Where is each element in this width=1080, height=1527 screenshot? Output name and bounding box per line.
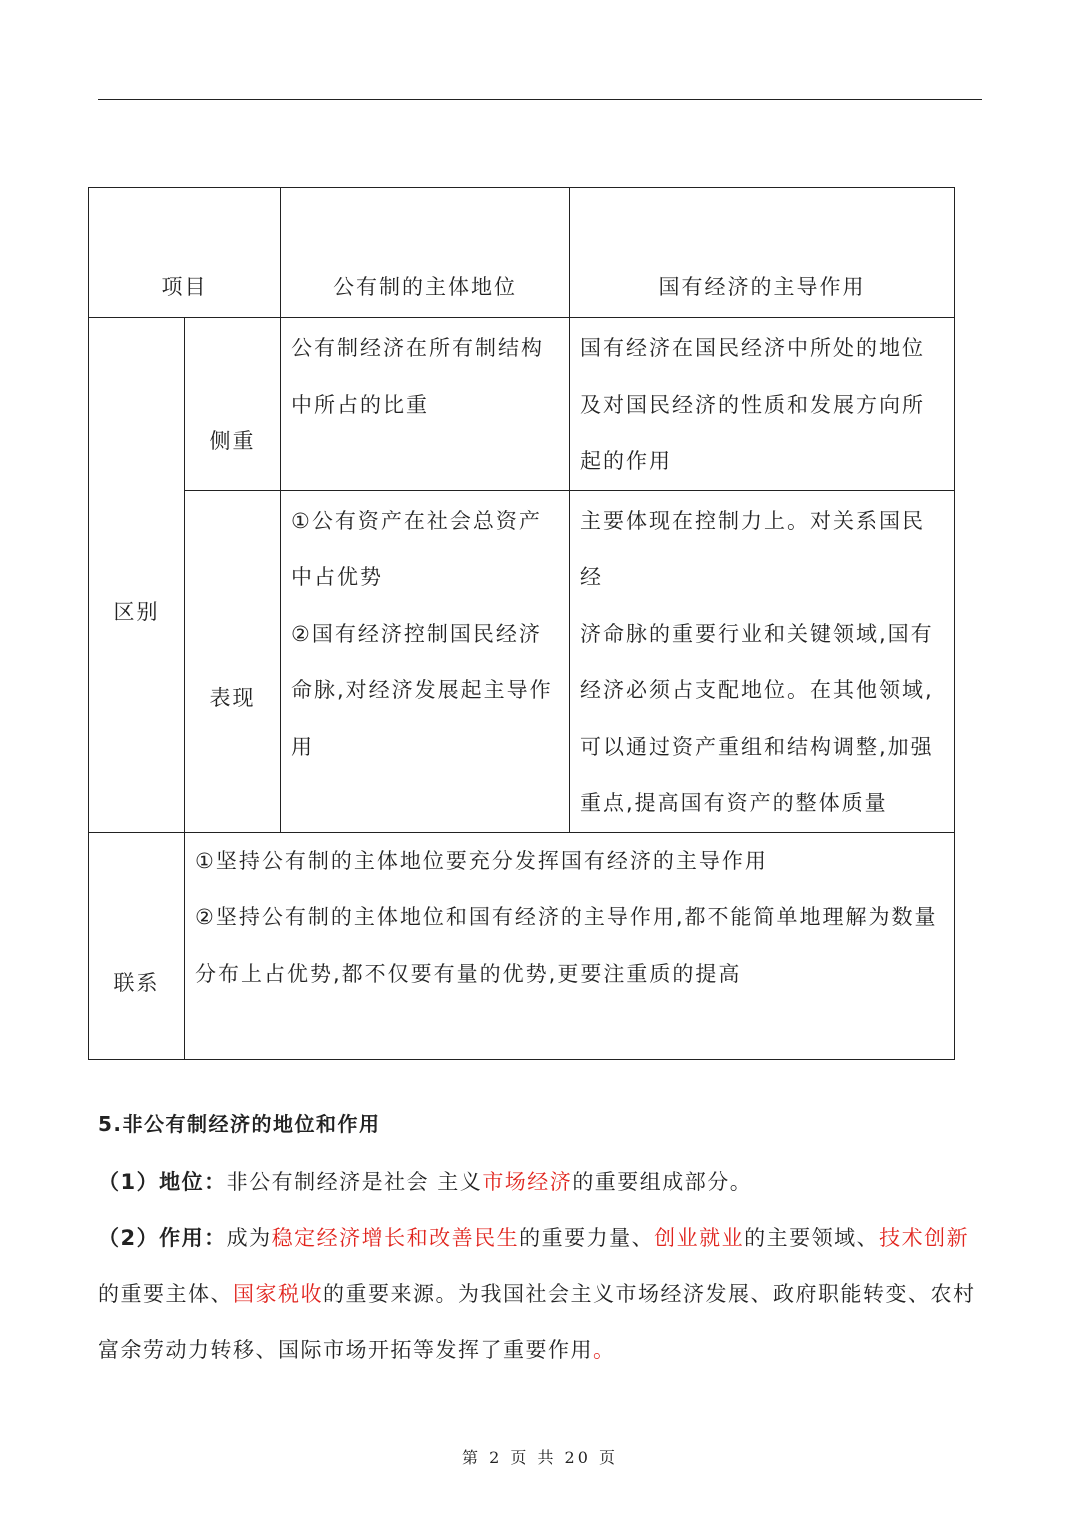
highlight-text: 市场经济 <box>482 1170 573 1194</box>
highlight-text: 。 <box>593 1338 616 1362</box>
cell-emphasis-public <box>281 318 570 491</box>
paragraph-text: 的重要组成部分。 <box>572 1170 753 1194</box>
text-line: 主要体现在控制力上。对关系国民经 <box>580 508 925 589</box>
paragraph-role <box>98 1210 982 1378</box>
text-line: ②国有经济控制国民经济 <box>291 621 542 646</box>
text-line: ①坚持公有制的主体地位要充分发挥国有经济的主导作用 <box>195 848 768 873</box>
header-rule <box>98 99 982 100</box>
cell-connection <box>185 832 955 1059</box>
row-label-emphasis: 侧重 <box>185 318 281 491</box>
paragraph-label: （2）作用： <box>98 1226 227 1250</box>
paragraph-label: （1）地位： <box>98 1170 227 1194</box>
cell-manifestation-state <box>570 490 955 832</box>
highlight-text: 技术创新 <box>879 1226 970 1250</box>
paragraph-text: 的重要来源。为我国社会主义市场经济发展、政府职能转变、农村富余劳动力转移、国际市场开拓等发挥了重要作用 <box>98 1282 976 1362</box>
page-footer: 第 2 页 共 20 页 <box>462 1448 618 1467</box>
highlight-text: 国家税收 <box>233 1282 323 1306</box>
row-label-manifestation: 表现 <box>185 490 281 832</box>
paragraph-text: 的重要主体、 <box>98 1282 233 1306</box>
row-label-difference: 区别 <box>89 318 185 833</box>
section-title: 5.非公有制经济的地位和作用 <box>98 1112 381 1136</box>
text-line: 中占优势 <box>291 565 383 589</box>
table-header-row <box>89 188 955 318</box>
text-line: 重点,提高国有资产的整体质量 <box>580 791 888 815</box>
table-row-emphasis <box>89 318 955 491</box>
text-line: ①公有资产在社会总资产 <box>291 508 542 533</box>
text-line: 中所占的比重 <box>291 392 429 417</box>
text-line: ②坚持公有制的主体地位和国有经济的主导作用,都不能简单地理解为数量 <box>195 905 938 929</box>
text-line: 用 <box>291 734 314 759</box>
paragraph-text: 的重要力量、 <box>519 1226 655 1250</box>
text-line: 经济必须占支配地位。在其他领域, <box>580 678 934 702</box>
table-row-connection <box>89 832 955 1059</box>
comparison-table <box>88 187 955 1060</box>
text-line: 起的作用 <box>580 449 672 473</box>
paragraph-text: 成为 <box>226 1226 272 1250</box>
paragraph-text: 非公有制经济是社会 主义 <box>226 1170 483 1194</box>
header-cell-item: 项目 <box>89 188 281 318</box>
text-line: 国有经济在国民经济中所处的地位 <box>580 336 925 360</box>
text-line: 济命脉的重要行业和关键领域,国有 <box>580 621 934 646</box>
paragraph-status <box>98 1154 982 1210</box>
text-line: 可以通过资产重组和结构调整,加强 <box>580 734 934 759</box>
header-cell-public-ownership: 公有制的主体地位 <box>281 188 570 318</box>
header-cell-state-economy: 国有经济的主导作用 <box>570 188 955 318</box>
table-row-manifestation <box>89 490 955 832</box>
text-line: 公有制经济在所有制结构 <box>291 336 544 360</box>
text-line: 及对国民经济的性质和发展方向所 <box>580 392 925 417</box>
highlight-text: 创业就业 <box>654 1226 745 1250</box>
cell-manifestation-public <box>281 490 570 832</box>
cell-emphasis-state <box>570 318 955 491</box>
paragraph-text: 的主要领域、 <box>744 1226 880 1250</box>
highlight-text: 稳定经济增长和改善民生 <box>271 1226 520 1250</box>
text-line: 分布上占优势,都不仅要有量的优势,更要注重质的提高 <box>195 961 742 986</box>
row-label-connection: 联系 <box>89 832 185 1059</box>
text-line: 命脉,对经济发展起主导作 <box>291 678 553 702</box>
